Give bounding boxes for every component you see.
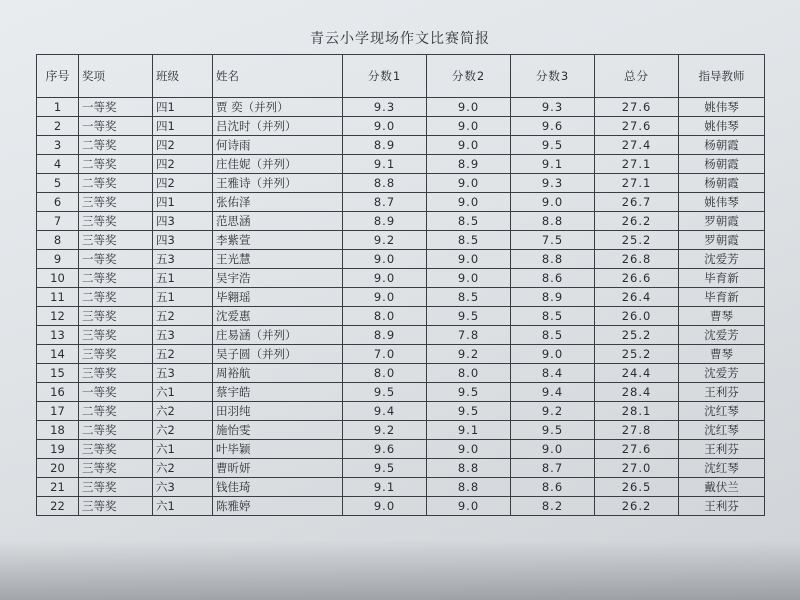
cell-teacher: 姚伟琴 [679,117,765,136]
cell-name: 吕沈时（并列） [213,117,343,136]
cell-award: 三等奖 [79,212,153,231]
cell-score2: 7.8 [427,326,511,345]
cell-no: 15 [37,364,79,383]
cell-total: 26.7 [595,193,679,212]
cell-score2: 9.0 [427,193,511,212]
cell-score2: 8.9 [427,155,511,174]
cell-score1: 9.0 [343,250,427,269]
cell-score1: 9.4 [343,402,427,421]
cell-score1: 8.8 [343,174,427,193]
cell-class: 五3 [153,250,213,269]
cell-name: 贾 奕（并列） [213,98,343,117]
cell-award: 二等奖 [79,402,153,421]
cell-total: 26.2 [595,497,679,516]
cell-class: 六2 [153,402,213,421]
photo-shadow [0,540,800,600]
cell-total: 27.6 [595,98,679,117]
header-name: 姓名 [213,55,343,98]
cell-teacher: 罗朝霞 [679,231,765,250]
results-table [36,54,765,516]
cell-class: 四3 [153,212,213,231]
cell-class: 五3 [153,364,213,383]
cell-award: 二等奖 [79,288,153,307]
cell-score2: 9.0 [427,497,511,516]
cell-class: 四1 [153,193,213,212]
cell-name: 钱佳琦 [213,478,343,497]
cell-total: 27.0 [595,459,679,478]
cell-award: 二等奖 [79,155,153,174]
cell-name: 王光慧 [213,250,343,269]
cell-no: 8 [37,231,79,250]
cell-total: 25.2 [595,345,679,364]
cell-teacher: 沈爱芳 [679,326,765,345]
cell-name: 陈雅婷 [213,497,343,516]
table-row [37,402,765,421]
cell-score2: 9.5 [427,307,511,326]
table-row [37,98,765,117]
cell-class: 四2 [153,155,213,174]
cell-no: 4 [37,155,79,174]
cell-no: 10 [37,269,79,288]
cell-score1: 9.3 [343,98,427,117]
cell-no: 17 [37,402,79,421]
cell-no: 1 [37,98,79,117]
cell-teacher: 杨朝霞 [679,155,765,174]
cell-score2: 8.0 [427,364,511,383]
header-class: 班级 [153,55,213,98]
cell-class: 六3 [153,478,213,497]
cell-score2: 9.0 [427,174,511,193]
cell-name: 毕翱瑶 [213,288,343,307]
cell-total: 26.8 [595,250,679,269]
table-row [37,364,765,383]
cell-total: 28.4 [595,383,679,402]
cell-class: 五2 [153,345,213,364]
cell-class: 四2 [153,174,213,193]
cell-score3: 8.8 [511,212,595,231]
cell-no: 7 [37,212,79,231]
cell-teacher: 沈红琴 [679,459,765,478]
cell-score2: 9.0 [427,269,511,288]
cell-total: 26.6 [595,269,679,288]
cell-score3: 9.0 [511,345,595,364]
table-row [37,136,765,155]
cell-award: 三等奖 [79,497,153,516]
cell-score3: 9.5 [511,136,595,155]
table-row [37,307,765,326]
cell-total: 24.4 [595,364,679,383]
cell-score1: 8.9 [343,212,427,231]
cell-total: 26.5 [595,478,679,497]
cell-award: 三等奖 [79,231,153,250]
cell-score1: 8.0 [343,364,427,383]
cell-score1: 9.1 [343,478,427,497]
cell-total: 28.1 [595,402,679,421]
table-row [37,288,765,307]
cell-score1: 7.0 [343,345,427,364]
cell-total: 26.0 [595,307,679,326]
header-score1: 分数1 [343,55,427,98]
cell-award: 二等奖 [79,421,153,440]
cell-score3: 9.3 [511,98,595,117]
cell-name: 张佑泽 [213,193,343,212]
cell-score1: 9.0 [343,117,427,136]
header-score2: 分数2 [427,55,511,98]
cell-score2: 9.2 [427,345,511,364]
cell-no: 9 [37,250,79,269]
cell-award: 一等奖 [79,98,153,117]
cell-class: 五1 [153,288,213,307]
cell-award: 一等奖 [79,117,153,136]
header-award: 奖项 [79,55,153,98]
cell-score3: 8.7 [511,459,595,478]
cell-score3: 9.1 [511,155,595,174]
cell-score3: 9.0 [511,193,595,212]
table-row [37,250,765,269]
table-row [37,155,765,174]
cell-teacher: 姚伟琴 [679,98,765,117]
cell-award: 三等奖 [79,193,153,212]
cell-score2: 9.5 [427,383,511,402]
cell-class: 四3 [153,231,213,250]
cell-teacher: 杨朝霞 [679,136,765,155]
table-header-row [37,55,765,98]
cell-score1: 9.6 [343,440,427,459]
cell-score3: 8.5 [511,326,595,345]
cell-score2: 8.8 [427,478,511,497]
cell-teacher: 王利芬 [679,440,765,459]
cell-teacher: 沈红琴 [679,421,765,440]
cell-score2: 9.1 [427,421,511,440]
table-row [37,383,765,402]
cell-score1: 9.2 [343,231,427,250]
cell-teacher: 杨朝霞 [679,174,765,193]
cell-no: 12 [37,307,79,326]
cell-award: 一等奖 [79,250,153,269]
cell-name: 李紫萱 [213,231,343,250]
cell-class: 四1 [153,117,213,136]
cell-no: 6 [37,193,79,212]
cell-teacher: 毕育新 [679,288,765,307]
table-row [37,269,765,288]
cell-score1: 9.0 [343,497,427,516]
cell-no: 16 [37,383,79,402]
cell-score3: 9.0 [511,440,595,459]
cell-no: 3 [37,136,79,155]
cell-award: 二等奖 [79,174,153,193]
cell-class: 五1 [153,269,213,288]
document-title: 青云小学现场作文比赛简报 [310,31,490,47]
cell-award: 三等奖 [79,364,153,383]
cell-score1: 9.0 [343,269,427,288]
cell-class: 六1 [153,440,213,459]
cell-no: 5 [37,174,79,193]
cell-score2: 8.8 [427,459,511,478]
cell-total: 27.6 [595,117,679,136]
cell-total: 27.1 [595,174,679,193]
cell-score1: 9.2 [343,421,427,440]
cell-score1: 8.7 [343,193,427,212]
cell-name: 沈爱惠 [213,307,343,326]
cell-score2: 9.0 [427,440,511,459]
cell-total: 27.8 [595,421,679,440]
header-score3: 分数3 [511,55,595,98]
cell-score3: 9.4 [511,383,595,402]
cell-teacher: 沈爱芳 [679,364,765,383]
cell-name: 吴宇浩 [213,269,343,288]
cell-total: 26.2 [595,212,679,231]
cell-name: 蔡宇皓 [213,383,343,402]
header-total: 总分 [595,55,679,98]
table-row [37,174,765,193]
cell-name: 何诗雨 [213,136,343,155]
table-row [37,231,765,250]
table-row [37,117,765,136]
cell-no: 20 [37,459,79,478]
table-row [37,212,765,231]
cell-award: 三等奖 [79,326,153,345]
cell-name: 周裕航 [213,364,343,383]
cell-class: 四1 [153,98,213,117]
table-row [37,497,765,516]
cell-score3: 8.2 [511,497,595,516]
cell-score2: 8.5 [427,231,511,250]
cell-no: 2 [37,117,79,136]
table-row [37,345,765,364]
cell-award: 三等奖 [79,345,153,364]
cell-award: 三等奖 [79,440,153,459]
cell-no: 11 [37,288,79,307]
cell-award: 三等奖 [79,478,153,497]
cell-score2: 9.0 [427,250,511,269]
cell-score1: 9.0 [343,288,427,307]
cell-score3: 8.5 [511,307,595,326]
cell-teacher: 曹琴 [679,345,765,364]
cell-award: 三等奖 [79,459,153,478]
table-row [37,193,765,212]
cell-score1: 8.0 [343,307,427,326]
cell-name: 曹昕妍 [213,459,343,478]
cell-teacher: 罗朝霞 [679,212,765,231]
cell-score3: 8.4 [511,364,595,383]
cell-class: 六1 [153,383,213,402]
cell-teacher: 王利芬 [679,383,765,402]
cell-score1: 9.5 [343,383,427,402]
cell-score2: 8.5 [427,212,511,231]
cell-score3: 9.2 [511,402,595,421]
cell-teacher: 戴伏兰 [679,478,765,497]
cell-score3: 8.8 [511,250,595,269]
cell-name: 施怡雯 [213,421,343,440]
cell-total: 27.4 [595,136,679,155]
header-teacher: 指导教师 [679,55,765,98]
cell-score2: 9.5 [427,402,511,421]
cell-name: 田羽纯 [213,402,343,421]
cell-name: 范思涵 [213,212,343,231]
table-row [37,326,765,345]
cell-name: 庄佳妮（并列） [213,155,343,174]
cell-score3: 8.9 [511,288,595,307]
cell-name: 王雅诗（并列） [213,174,343,193]
cell-class: 五3 [153,326,213,345]
cell-no: 19 [37,440,79,459]
cell-no: 22 [37,497,79,516]
cell-score3: 9.6 [511,117,595,136]
cell-total: 25.2 [595,231,679,250]
header-no: 序号 [37,55,79,98]
cell-class: 六2 [153,459,213,478]
cell-teacher: 沈爱芳 [679,250,765,269]
cell-teacher: 姚伟琴 [679,193,765,212]
cell-score2: 9.0 [427,117,511,136]
cell-award: 二等奖 [79,136,153,155]
cell-score2: 9.0 [427,136,511,155]
cell-name: 叶毕颖 [213,440,343,459]
cell-total: 27.6 [595,440,679,459]
cell-score1: 8.9 [343,326,427,345]
cell-no: 14 [37,345,79,364]
cell-class: 六2 [153,421,213,440]
table-body [37,98,765,516]
cell-score1: 9.5 [343,459,427,478]
cell-class: 六1 [153,497,213,516]
table-row [37,478,765,497]
table-row [37,421,765,440]
cell-award: 二等奖 [79,269,153,288]
cell-teacher: 王利芬 [679,497,765,516]
cell-no: 18 [37,421,79,440]
cell-total: 27.1 [595,155,679,174]
cell-total: 25.2 [595,326,679,345]
cell-score1: 8.9 [343,136,427,155]
cell-score3: 9.3 [511,174,595,193]
cell-score2: 8.5 [427,288,511,307]
cell-score1: 9.1 [343,155,427,174]
cell-score3: 7.5 [511,231,595,250]
cell-score2: 9.0 [427,98,511,117]
table-row [37,440,765,459]
table-row [37,459,765,478]
cell-name: 吴子圆（并列） [213,345,343,364]
cell-teacher: 沈红琴 [679,402,765,421]
cell-score3: 9.5 [511,421,595,440]
cell-no: 13 [37,326,79,345]
cell-class: 四2 [153,136,213,155]
cell-score3: 8.6 [511,478,595,497]
cell-teacher: 曹琴 [679,307,765,326]
cell-teacher: 毕育新 [679,269,765,288]
cell-total: 26.4 [595,288,679,307]
cell-score3: 8.6 [511,269,595,288]
cell-name: 庄易涵（并列） [213,326,343,345]
cell-award: 一等奖 [79,383,153,402]
cell-no: 21 [37,478,79,497]
cell-award: 三等奖 [79,307,153,326]
cell-class: 五2 [153,307,213,326]
